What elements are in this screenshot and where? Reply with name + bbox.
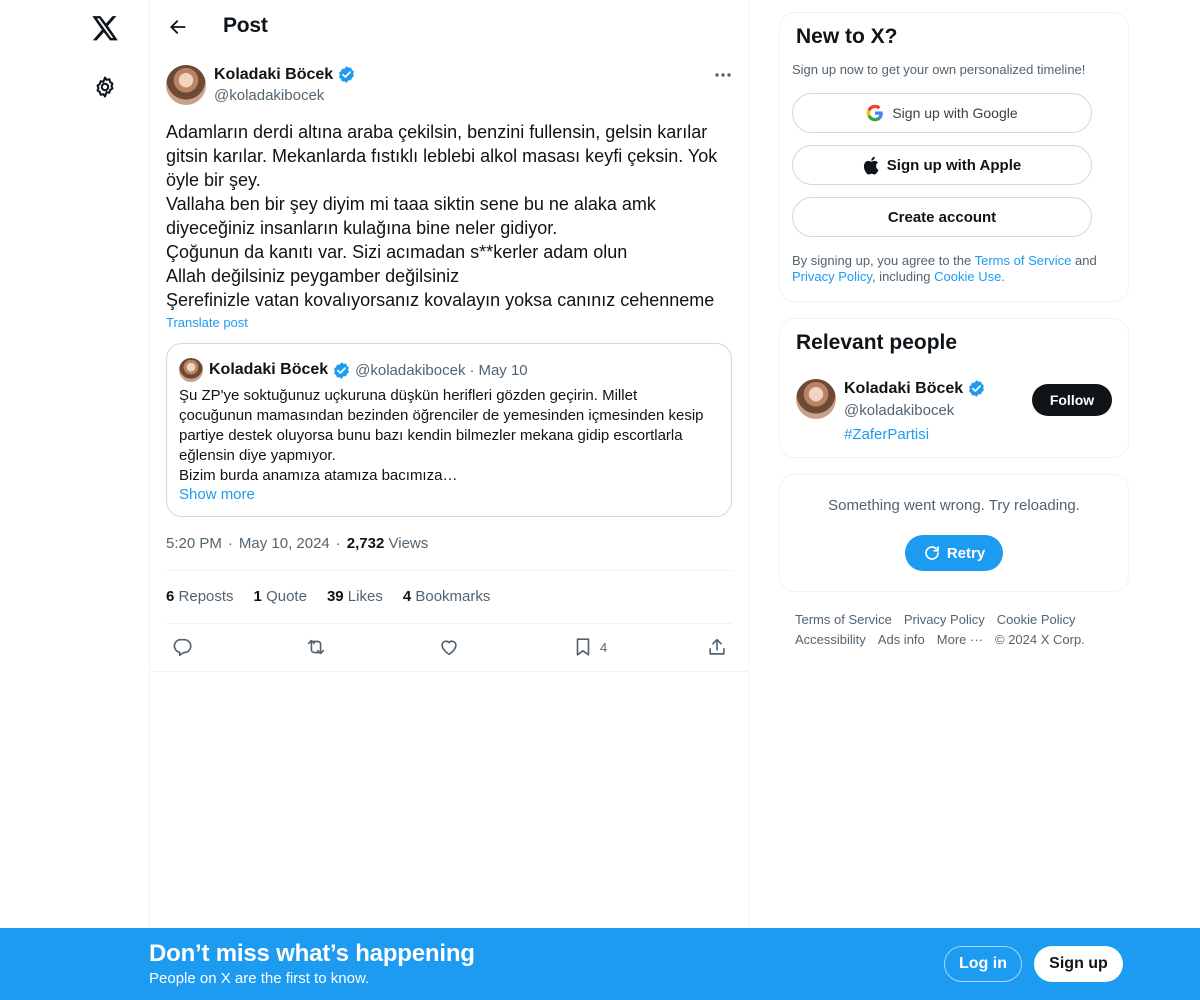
quote-date: May 10 (478, 361, 528, 379)
post-stats (166, 588, 490, 605)
quote-author-name: Koladaki Böcek (209, 361, 329, 378)
views-label: Views (388, 535, 429, 552)
views-count: 2,732 (346, 535, 385, 552)
quote-author-handle: @koladakibocek (355, 361, 466, 379)
create-account-label: Create account (887, 208, 997, 226)
hashtag-link[interactable]: #ZaferPartisi (844, 426, 930, 443)
repost-icon[interactable] (304, 632, 328, 662)
reply-icon[interactable] (171, 632, 193, 662)
error-message: Something went wrong. Try reloading. (828, 497, 1080, 514)
author-handle[interactable]: @koladakibocek (214, 87, 325, 104)
author-name-row[interactable] (214, 65, 356, 84)
footer-ads-link[interactable]: Ads info (877, 632, 925, 647)
post-date[interactable]: May 10, 2024 (238, 535, 330, 552)
relevant-person-handle[interactable]: @koladakibocek (844, 402, 955, 419)
footer-privacy-link[interactable]: Privacy Policy (903, 612, 985, 627)
bookmarks-stat[interactable]: 4 Bookmarks (402, 588, 491, 605)
separator-dot: · (469, 361, 475, 379)
page-title: Post (223, 14, 268, 37)
verified-badge-icon (967, 379, 986, 398)
retry-label: Retry (946, 544, 986, 562)
cookie-use-link[interactable]: Cookie Use. (934, 269, 1005, 284)
sign-up-google-label: Sign up with Google (892, 105, 1018, 121)
footer-cookie-link[interactable]: Cookie Policy (996, 612, 1076, 627)
relevant-people-card (779, 318, 1129, 458)
signup-legal-text: By signing up, you agree to the Terms of Service and Privacy Policy, including Cookie Use. (792, 253, 1097, 284)
translate-post-link[interactable]: Translate post (166, 315, 248, 330)
apple-icon (863, 156, 879, 175)
footer-terms-link[interactable]: Terms of Service (795, 612, 892, 627)
footer-copyright: © 2024 X Corp. (995, 632, 1085, 647)
new-to-x-card (779, 12, 1129, 302)
relevant-person-avatar[interactable] (796, 379, 836, 419)
separator-dot: · (227, 535, 233, 552)
likes-stat[interactable]: 39 Likes (326, 588, 383, 605)
more-options-icon[interactable] (710, 64, 736, 86)
bookmark-icon[interactable] (572, 632, 607, 662)
divider (166, 570, 732, 571)
relevant-person-name[interactable]: Koladaki Böcek (844, 379, 964, 397)
post-time[interactable]: 5:20 PM (166, 535, 222, 552)
post-header (150, 0, 748, 53)
relevant-person-name-row[interactable] (844, 379, 986, 398)
banner-subtitle: People on X are the first to know. (149, 970, 370, 987)
reposts-stat[interactable]: 6 Reposts (166, 588, 234, 605)
share-icon[interactable] (706, 632, 728, 662)
left-navigation (0, 0, 150, 1000)
quoted-post-header (179, 358, 528, 382)
error-card (779, 474, 1129, 592)
sign-up-apple-button[interactable] (792, 145, 1092, 185)
footer-accessibility-link[interactable]: Accessibility (795, 632, 866, 647)
sign-up-google-button[interactable] (792, 93, 1092, 133)
relevant-people-title: Relevant people (796, 331, 958, 354)
x-logo-icon[interactable] (87, 10, 123, 46)
follow-button[interactable]: Follow (1032, 384, 1112, 416)
quote-text: Şu ZP'ye soktuğunuz uçkuruna düşkün herifleri gözden geçirin. Millet çocuğunun mamasından bezinden öğrenciler de yemesinden içmesinden kesip partiye destek oluyorsa bunu bazı kendin bilmezler mekana gidip escortlarla eğlensin diye yapmıyor. Bizim burda anamıza atamıza bacımıza… (179, 387, 704, 484)
author-avatar[interactable] (166, 65, 206, 105)
terms-link[interactable]: Terms of Service (974, 253, 1072, 268)
signup-button[interactable]: Sign up (1034, 946, 1123, 982)
sign-up-apple-label: Sign up with Apple (886, 156, 1022, 174)
post-actions (166, 632, 736, 664)
privacy-link[interactable]: Privacy Policy (792, 269, 872, 284)
google-icon (866, 104, 884, 122)
new-to-x-title: New to X? (796, 25, 898, 48)
refresh-icon (923, 544, 941, 562)
like-heart-icon[interactable] (438, 632, 460, 662)
main-column (149, 0, 749, 1000)
quote-author-avatar (179, 358, 203, 382)
verified-badge-icon (332, 361, 351, 380)
back-arrow-icon[interactable] (162, 11, 194, 43)
divider (150, 671, 748, 672)
retry-button[interactable] (905, 535, 1003, 571)
post-text: Adamların derdi altına araba çekilsin, benzini fullensin, gelsin karılar gitsin karılar. Mekanlarda fıstıklı leblebi alkol masası keyfi çeksin. Yok öyle bir şey. Vallaha ben bir şey diyim mi taaa siktin sene bu ne alaka amk diyeceğiniz insanların kulağına bine neler gidiyor. Çoğunun da kanıtı var. Sizi acımadan s**kerler adam olun Allah değilsiniz peygamber değilsiniz Şerefinizle vatan kovalıyorsanız kovalayın yoksa canınız cehenneme (166, 122, 718, 310)
footer-more-link[interactable]: More ··· (936, 632, 983, 647)
divider (166, 623, 732, 624)
author-name[interactable]: Koladaki Böcek (214, 65, 334, 83)
footer-links (795, 610, 1115, 650)
login-button[interactable]: Log in (944, 946, 1022, 982)
quoted-post[interactable] (166, 343, 732, 517)
create-account-button[interactable] (792, 197, 1092, 237)
banner-title: Don’t miss what’s happening (149, 940, 475, 967)
post-meta (166, 535, 428, 552)
quotes-stat[interactable]: 1 Quote (253, 588, 307, 605)
new-to-x-subtitle: Sign up now to get your own personalized timeline! (792, 62, 1086, 77)
gear-icon[interactable] (87, 69, 123, 105)
verified-badge-icon (337, 65, 356, 84)
separator-dot: · (335, 535, 341, 552)
signup-banner (0, 928, 1200, 1000)
show-more-link[interactable]: Show more (179, 486, 255, 503)
bookmark-count: 4 (600, 639, 608, 655)
